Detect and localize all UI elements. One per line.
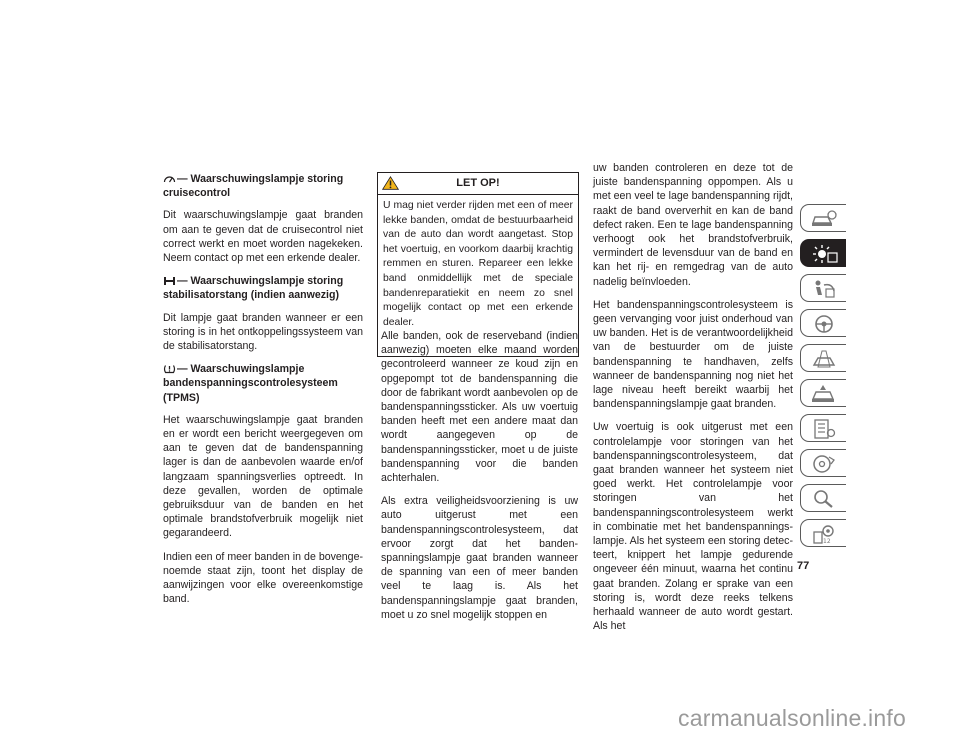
caution-header [378,173,578,195]
tire-pressure-icon [163,364,176,373]
tab-starting[interactable] [800,309,846,337]
emergency-car-icon [810,384,838,404]
caution-text: U mag niet verder rijden met een of meer lekke banden, omdat de bestuurbaarheid van de auto dan wordt aangetast. Stop het voertuig, en voorkom daarbij krachtig remmen en sturen. Repareer een lekke band onmiddellijk met de speciale bandenreparatiekit en neem zo snel mogelijk contact op met een erkende dealer. [383,200,573,328]
watermark: carmanualsonline.info [678,705,906,731]
driving-road-icon [810,349,838,369]
tpms-display-text: Indien een of meer banden in de bovengenoemde staat zijn, toont het display de aanwijzingen voor elke overeenkomstige band. [163,550,363,606]
chapter-tabs [800,204,846,554]
tire-inflate-text: uw banden controleren en deze tot de juiste bandenspanning oppompen. Als u met een veel te lage bandenspanning rijdt, raakt de band oververhit en kan de band defect raken. Een te lage bandenspanning verhoogt ook het brandstofverbruik, vermindert de levensduur van de band en kan het rij- en remgedrag van de auto nadelig beïnvloeden. [593,162,793,288]
steering-wheel-icon [810,314,838,334]
stabilizer-bar-heading: — Waarschuwingslampje storing stabilisatorstang (indien aanwezig) [163,275,344,302]
stabilizer-bar-icon [163,276,176,285]
cruise-control-heading: — Waarschuwingslampje storing cruisecontrol [163,173,344,200]
right-column [593,161,793,643]
middle-column [381,329,578,631]
tpms-text: Het waarschuwingslampje gaat branden en er wordt een bericht weergegeven om aan te geven dat de bandenspanning lager is dan de aanbevolen waarde en/of langzaam spanningsverlies optreedt. In deze gevallen, worden de optimale gebruiksduur van de banden en het optimale brandstofverbruik mogelijk niet gegarandeerd. [163,413,363,540]
safety-feature-text: Als extra veiligheidsvoorziening is uw auto uitgerust met een bandenspanningscontrolesysteem, dat ervoor zorgt dat het bandenspanningslampje gaat branden wanneer de spanning van een of meer banden veel te laag is. Als het bandenspanningslampje gaat branden, moet u zo snel mogelijk stoppen en [381,495,578,621]
tab-safety[interactable] [800,274,846,302]
stabilizer-bar-text: Dit lampje gaat branden wanneer er een storing is in het ontkoppelingssysteem van de stabilisatorstang. [163,311,363,353]
tire-check-text: Alle banden, ook de reserveband (indien aanwezig) moeten elke maand worden gecontroleerd wanneer ze koud zijn en opgepompt tot de bandenspanning die door de fabrikant wordt aanbevolen op de bandenspanningssticker. Als uw voertuig banden heeft met een andere maat dan wordt aangegeven op de bandenspanningssticker, moet u de juiste bandenspanning voor die banden achterhalen. [381,330,578,485]
tpms-malfunction-text: Uw voertuig is ook uitgerust met een controlelampje voor storingen van het bandenspanningscontrolesysteem, dat gaat branden wanneer het systeem niet goed werkt. Het controlelampje voor storingen van het bandenspanningscontrolesysteem werkt in combinatie met het bandenspanningslampje. Als het systeem een storing detecteert, knippert het lampje gedurende ongeveer één minuut, waarna het continu gaat branden. Zolang er sprake van een storing is, wordt deze reeks telkens herhaald wanneer de auto wordt gestart. Als het [593,421,793,633]
dashboard-light-icon [810,244,838,264]
tab-emergency[interactable] [800,379,846,407]
multimedia-disc-icon [810,454,838,474]
tpms-maintenance-text: Het bandenspanningscontrolesysteem is geen vervanging voor juist onderhoud van uw banden. Het is de verantwoordelijkheid van de bestuurder om de juiste bandenspanning te handhaven, zelfs wanneer de bandenspanning nog niet het lage niveau heeft bereikt waarbij het bandenspanningslampje gaat branden. [593,298,793,411]
tab-car-info[interactable] [800,204,846,232]
cruise-control-text: Dit waarschuwingslampje gaat branden om aan te geven dat de cruisecontrol niet correct werkt en moet worden nagekeken. Neem contact op met een erkende dealer. [163,209,363,265]
specifications-icon [810,524,838,544]
left-column [163,172,363,615]
page-number: 77 [797,560,810,572]
tab-driving[interactable] [800,344,846,372]
caution-title: LET OP! [456,177,500,189]
tpms-heading: — Waarschuwingslampje bandenspanningscontrolesysteem (TPMS) [163,363,338,404]
tab-multimedia[interactable] [800,449,846,477]
maintenance-list-icon [810,419,838,439]
tab-dashboard-lights[interactable] [800,239,846,267]
search-index-icon [810,489,838,509]
warning-triangle-icon [382,176,399,190]
car-info-icon [810,209,838,229]
tab-maintenance[interactable] [800,414,846,442]
cruise-control-icon [163,174,176,183]
tab-index[interactable] [800,484,846,512]
tab-specifications[interactable] [800,519,846,547]
svg-text:12: 12 [823,538,831,544]
safety-airbag-icon [810,279,838,299]
